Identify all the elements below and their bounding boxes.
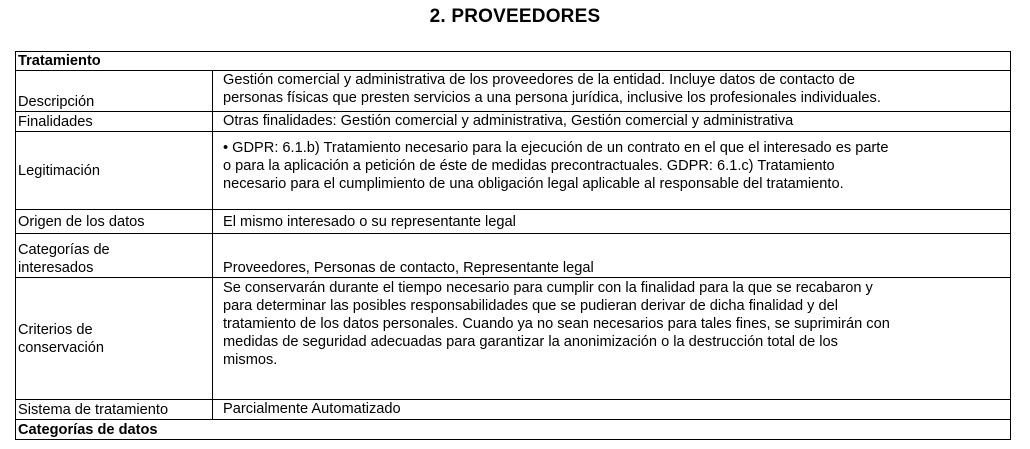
section-tratamiento-heading: Tratamiento bbox=[16, 52, 1011, 71]
section-categorias-datos-heading: Categorías de datos bbox=[16, 420, 1011, 440]
document-title: 2. PROVEEDORES bbox=[429, 6, 601, 27]
treatment-table bbox=[15, 51, 1011, 440]
row-value-categorias-interesados: Proveedores, Personas de contacto, Representante legal bbox=[213, 234, 1011, 278]
table-row-legitimacion bbox=[16, 132, 1011, 210]
row-value-sistema-tratamiento: Parcialmente Automatizado bbox=[213, 400, 1011, 420]
table-row-sistema-tratamiento bbox=[16, 400, 1011, 420]
table-row-section-categorias bbox=[16, 420, 1011, 440]
row-value-origen: El mismo interesado o su representante legal bbox=[213, 210, 1011, 234]
row-value-finalidades: Otras finalidades: Gestión comercial y administrativa, Gestión comercial y administrativa bbox=[213, 112, 1011, 132]
row-label-criterios-conservacion: Criterios de conservación bbox=[16, 278, 213, 400]
table-row-criterios-conservacion bbox=[16, 278, 1011, 400]
table-row-descripcion bbox=[16, 71, 1011, 112]
table-row-finalidades bbox=[16, 112, 1011, 132]
table-row-origen bbox=[16, 210, 1011, 234]
row-value-legitimacion: • GDPR: 6.1.b) Tratamiento necesario para la ejecución de un contrato en el que el interesado es parte o para la aplicación a petición de éste de medidas precontractuales. GDPR: 6.1.c) Tratamiento necesario para el cumplimiento de una obligación legal aplicable al responsable del tratamiento. bbox=[213, 132, 1011, 210]
row-label-sistema-tratamiento: Sistema de tratamiento bbox=[16, 400, 213, 420]
row-label-finalidades: Finalidades bbox=[16, 112, 213, 132]
table-row-categorias-interesados bbox=[16, 234, 1011, 278]
row-label-descripcion: Descripción bbox=[16, 71, 213, 112]
row-value-descripcion: Gestión comercial y administrativa de los proveedores de la entidad. Incluye datos de contacto de personas físicas que presten servicios a una persona jurídica, inclusive los profesionales individuales. bbox=[213, 71, 1011, 112]
table-row-section-header bbox=[16, 52, 1011, 71]
row-label-origen: Origen de los datos bbox=[16, 210, 213, 234]
row-label-categorias-interesados: Categorías de interesados bbox=[16, 234, 213, 278]
row-label-legitimacion: Legitimación bbox=[16, 132, 213, 210]
row-value-criterios-conservacion: Se conservarán durante el tiempo necesario para cumplir con la finalidad para la que se recabaron y para determinar las posibles responsabilidades que se pudieran derivar de dicha finalidad y del tratamiento de los datos personales. Cuando ya no sean necesarios para tales fines, se suprimirán con medidas de seguridad adecuadas para garantizar la anonimización o la destrucción total de los mismos. bbox=[213, 278, 1011, 400]
